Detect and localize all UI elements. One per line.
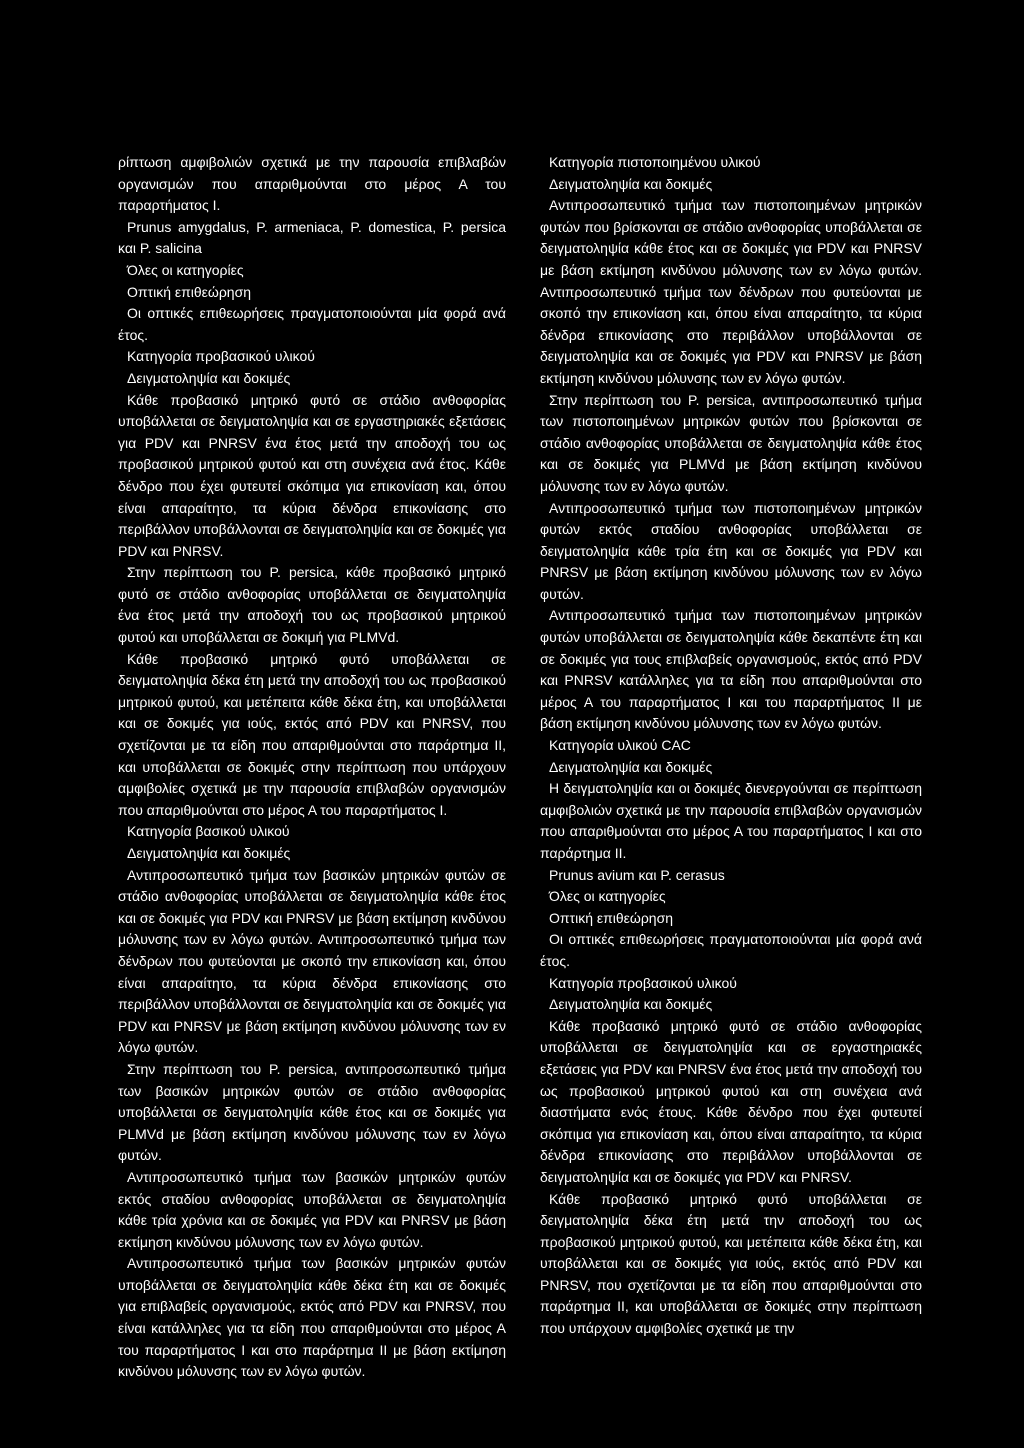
paragraph: Όλες οι κατηγορίες <box>127 261 244 278</box>
right-column <box>540 152 922 1340</box>
paragraph: Κάθε προβασικό μητρικό φυτό υποβάλλεται σε δειγματοληψία δέκα έτη μετά την αποδοχή του ως προβασικού μητρικού φυτού, και μετέπειτα κάθε δέκα έτη, και υποβάλλεται και σε δοκιμές για ιούς, εκτός από PDV και PNRSV, που σχετίζονται με τα είδη που απαριθμούνται στο παράρτημα II, και υποβάλλεται σε δοκιμές στην περίπτωση που υπάρχουν αμφιβολίες σχετικά με την παρουσία επιβλαβών οργανισμών που απαριθμούνται στο μέρος Α του παραρτήματος Ι. <box>118 650 506 818</box>
paragraph: Αντιπροσωπευτικό τμήμα των πιστοποιημένων μητρικών φυτών υποβάλλεται σε δειγματοληψία κάθε δεκαπέντε έτη και σε δοκιμές για τους επιβλαβείς οργανισμούς, εκτός από PDV και PNRSV κατάλληλες για τα είδη που απαριθμούνται στο μέρος Α του παραρτήματος Ι και του παραρτήματος II με βάση εκτίμηση κινδύνου μόλυνσης των εν λόγω φυτών. <box>540 607 922 732</box>
paragraph: ρίπτωση αμφιβολιών σχετικά με την παρουσία επιβλαβών οργανισμών που απαριθμούνται στο μέρος Α του παραρτήματος Ι. <box>118 154 506 214</box>
paragraph: Κατηγορία προβασικού υλικού <box>127 348 315 365</box>
paragraph: Κάθε προβασικό μητρικό φυτό σε στάδιο ανθοφορίας υποβάλλεται σε δειγματοληψία και σε εργαστηριακές εξετάσεις για PDV και PNRSV ένα έτος μετά την αποδοχή του ως προβασικού μητρικού φυτού και στη συνέχεια ανά έτος. Κάθε δένδρο που έχει φυτευτεί σκόπιμα για επικονίαση και, όπου είναι απαραίτητο, τα κύρια δένδρα επικονίασης στο περιβάλλον υποβάλλονται σε δειγματοληψία και σε δοκιμές για PDV και PNRSV. <box>118 391 506 559</box>
paragraph: Κατηγορία πιστοποιημένου υλικού <box>549 154 761 170</box>
left-column <box>118 152 506 1383</box>
paragraph: Δειγματοληψία και δοκιμές <box>127 845 291 861</box>
paragraph: Δειγματοληψία και δοκιμές <box>549 996 713 1013</box>
paragraph: Αντιπροσωπευτικό τμήμα των βασικών μητρικών φυτών υποβάλλεται σε δειγματοληψία κάθε δέκα έτη και σε δοκιμές για επιβλαβείς οργανισμούς, εκτός από PDV και PNRSV, που είναι κατάλληλες για τα είδη που απαριθμούνται στο μέρος Α του παραρτήματος Ι και στο παράρτημα II με βάση εκτίμηση κινδύνου μόλυνσης των εν λόγω φυτών. <box>118 1255 506 1380</box>
paragraph: Κατηγορία υλικού CAC <box>549 737 691 754</box>
paragraph: Οπτική επιθεώρηση <box>127 283 252 300</box>
paragraph: Κατηγορία προβασικού υλικού <box>549 974 737 991</box>
paragraph: Κάθε προβασικό μητρικό φυτό σε στάδιο ανθοφορίας υποβάλλεται σε δειγματοληψία και σε εργαστηριακές εξετάσεις για PDV και PNRSV ένα έτος μετά την αποδοχή του ως προβασικού μητρικού φυτού και στη συνέχεια ανά διαστήματα ενός έτους. Κάθε δένδρο που έχει φυτευτεί σκόπιμα για επικονίαση και, όπου είναι απαραίτητο, τα κύρια δένδρα επικονίασης στο περιβάλλον υποβάλλονται σε δειγματοληψία και σε δοκιμές για PDV και PNRSV. <box>540 1017 922 1185</box>
paragraph: Αντιπροσωπευτικό τμήμα των πιστοποιημένων μητρικών φυτών που βρίσκονται σε στάδιο ανθοφορίας υποβάλλεται σε δειγματοληψία κάθε έτος και σε δοκιμές για PDV και PNRSV με βάση εκτίμηση κινδύνου μόλυνσης των εν λόγω φυτών. Αντιπροσωπευτικό τμήμα των δένδρων που φυτεύονται με σκοπό την επικονίαση και, όπου είναι απαραίτητο, τα κύρια δένδρα επικονίασης στο περιβάλλον υποβάλλονται σε δειγματοληψία και σε δοκιμές για PDV και PNRSV με βάση εκτίμηση κινδύνου μόλυνσης των εν λόγω φυτών. <box>540 197 922 386</box>
paragraph: Αντιπροσωπευτικό τμήμα των βασικών μητρικών φυτών σε στάδιο ανθοφορίας υποβάλλεται σε δειγματοληψία κάθε έτος και σε δοκιμές για PDV και PNRSV με βάση εκτίμηση κινδύνου μόλυνσης των εν λόγω φυτών. Αντιπροσωπευτικό τμήμα των δένδρων που φυτεύονται με σκοπό την επικονίαση και, όπου είναι απαραίτητο, τα κύρια δένδρα επικονίασης στο περιβάλλον υποβάλλονται σε δειγματοληψία και σε δοκιμές για PDV και PNRSV με βάση εκτίμηση κινδύνου μόλυνσης των εν λόγω φυτών. <box>118 866 506 1056</box>
paragraph: Δειγματοληψία και δοκιμές <box>127 369 291 386</box>
paragraph: Στην περίπτωση του P. persica, κάθε προβασικό μητρικό φυτό σε στάδιο ανθοφορίας υποβάλλεται σε δειγματοληψία ένα έτος μετά την αποδοχή του ως προβασικού μητρικού φυτού και υποβάλλεται σε δοκιμή για PLMVd. <box>118 564 506 646</box>
paragraph: Όλες οι κατηγορίες <box>549 888 666 905</box>
paragraph: Δειγματοληψία και δοκιμές <box>549 758 713 775</box>
paragraph: Αντιπροσωπευτικό τμήμα των βασικών μητρικών φυτών εκτός σταδίου ανθοφορίας υποβάλλεται σε δειγματοληψία κάθε τρία χρόνια και σε δοκιμές για PDV και PNRSV με βάση εκτίμηση κινδύνου μόλυνσης των εν λόγω φυτών. <box>118 1168 506 1250</box>
paragraph: Οι οπτικές επιθεωρήσεις πραγματοποιούνται μία φορά ανά έτος. <box>540 931 922 969</box>
paragraph: Δειγματοληψία και δοκιμές <box>549 175 713 192</box>
paragraph: Στην περίπτωση του P. persica, αντιπροσωπευτικό τμήμα των πιστοποιημένων μητρικών φυτών που βρίσκονται σε στάδιο ανθοφορίας υποβάλλεται σε δειγματοληψία κάθε έτος και σε δοκιμές για PLMVd με βάση εκτίμηση κινδύνου μόλυνσης των εν λόγω φυτών. <box>540 391 922 494</box>
paragraph: Κατηγορία βασικού υλικού <box>127 823 290 840</box>
paragraph: Οι οπτικές επιθεωρήσεις πραγματοποιούνται μία φορά ανά έτος. <box>118 305 506 343</box>
paragraph: Prunus amygdalus, P. armeniaca, P. domestica, P. persica και P. salicina <box>118 218 506 257</box>
paragraph: Οπτική επιθεώρηση <box>549 909 674 926</box>
paragraph: Αντιπροσωπευτικό τμήμα των πιστοποιημένων μητρικών φυτών εκτός σταδίου ανθοφορίας υποβάλλεται σε δειγματοληψία κάθε τρία έτη και σε δοκιμές για PDV και PNRSV με βάση εκτίμηση κινδύνου μόλυνσης των εν λόγω φυτών. <box>540 499 922 602</box>
paragraph: Κάθε προβασικό μητρικό φυτό υποβάλλεται σε δειγματοληψία δέκα έτη μετά την αποδοχή του ως προβασικού μητρικού φυτού, και μετέπειτα κάθε δέκα έτη, και υποβάλλεται και σε δοκιμές για ιούς, εκτός από PDV και PNRSV, που σχετίζονται με τα είδη που απαριθμούνται στο παράρτημα II, και υποβάλλεται σε δοκιμές στην περίπτωση που υπάρχουν αμφιβολίες σχετικά με την <box>540 1190 922 1337</box>
paragraph: Η δειγματοληψία και οι δοκιμές διενεργούνται σε περίπτωση αμφιβολιών σχετικά με την παρουσία επιβλαβών οργανισμών που απαριθμούνται στο μέρος Α του παραρτήματος Ι και στο παράρτημα II. <box>540 780 922 861</box>
paragraph: Στην περίπτωση του P. persica, αντιπροσωπευτικό τμήμα των βασικών μητρικών φυτών σε στάδιο ανθοφορίας υποβάλλεται σε δειγματοληψία κάθε έτος και σε δοκιμές για PLMVd με βάση εκτίμηση κινδύνου μόλυνσης των εν λόγω φυτών. <box>118 1060 506 1164</box>
paragraph: Prunus avium και P. cerasus <box>549 866 725 883</box>
